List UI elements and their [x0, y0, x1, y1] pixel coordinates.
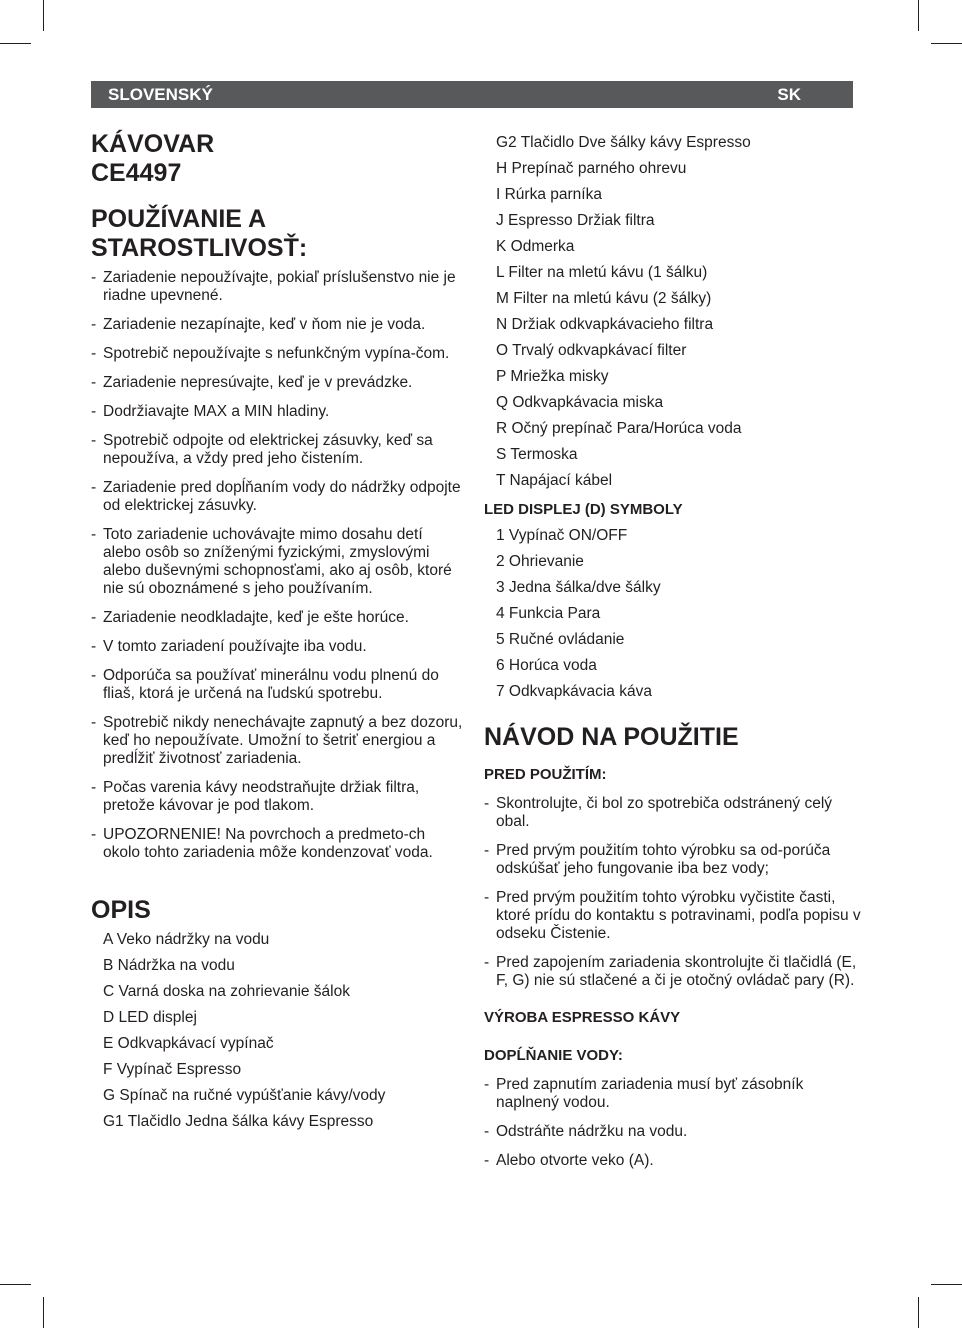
list-item: - Zariadenie pred dopĺňaním vody do nádržky odpojte od elektrickej zásuvky. [91, 479, 463, 515]
parts-item: J Espresso Držiak filtra [496, 212, 655, 229]
list-item: - Skontrolujte, či bol zo spotrebiča odstránený celý obal. [484, 795, 864, 831]
list-item: - Pred prvým použitím tohto výrobku vyčistite časti, ktoré prídu do kontaktu s potravinami, podľa popisu v odseku Čistenie. [484, 889, 864, 943]
list-item: - Odporúča sa používať minerálnu vodu plnenú do fliaš, ktorá je určená na ľudskú spotrebu. [91, 667, 463, 703]
crop-mark [931, 1284, 962, 1285]
usage-heading-line2: STAROSTLIVOSŤ: [91, 234, 308, 262]
led-item: 5 Ručné ovládanie [496, 631, 625, 648]
product-title: KÁVOVAR [91, 130, 215, 158]
parts-item: H Prepínač parného ohrevu [496, 160, 687, 177]
product-model: CE4497 [91, 159, 182, 187]
instructions-heading: NÁVOD NA POUŽITIE [484, 723, 739, 751]
list-item: - Počas varenia kávy neodstraňujte držiak filtra, pretože kávovar je pod tlakom. [91, 779, 463, 815]
parts-item: G Spínač na ručné vypúšťanie kávy/vody [103, 1087, 386, 1104]
parts-item: S Termoska [496, 446, 578, 463]
parts-item: O Trvalý odkvapkávací filter [496, 342, 687, 359]
parts-item: F Vypínač Espresso [103, 1061, 242, 1078]
spacer [91, 873, 463, 896]
before-use-heading: PRED POUŽITÍM: [484, 766, 607, 783]
led-item: 2 Ohrievanie [496, 553, 584, 570]
crop-mark [918, 1297, 919, 1328]
list-item: - Pred zapnutím zariadenia musí byť zásobník naplnený vodou. [484, 1076, 864, 1112]
crop-mark [0, 1284, 31, 1285]
parts-item: C Varná doska na zohrievanie šálok [103, 983, 350, 1000]
parts-item: P Mriežka misky [496, 368, 609, 385]
parts-list-continued [484, 134, 864, 498]
parts-item: K Odmerka [496, 238, 575, 255]
parts-item: B Nádržka na vodu [103, 957, 235, 974]
parts-item: E Odkvapkávací vypínač [103, 1035, 274, 1052]
led-item: 3 Jedna šálka/dve šálky [496, 579, 661, 596]
list-item: - Zariadenie nezapínajte, keď v ňom nie je voda. [91, 316, 463, 334]
usage-heading-line1: POUŽÍVANIE A [91, 205, 267, 233]
led-item: 1 Vypínač ON/OFF [496, 527, 628, 544]
crop-mark [918, 0, 919, 31]
led-heading: LED DISPLEJ (D) SYMBOLY [484, 501, 683, 518]
language-label: SLOVENSKÝ [108, 84, 213, 104]
led-symbols-list [484, 527, 864, 709]
parts-item: L Filter na mletú kávu (1 šálku) [496, 264, 708, 281]
list-item: - Spotrebič nikdy nenechávajte zapnutý a bez dozoru, keď ho nepoužívate. Umožní to šetriť energiou a predĺžiť životnosť zariadenia. [91, 714, 463, 768]
list-item: - Zariadenie neodkladajte, keď je ešte horúce. [91, 609, 463, 627]
language-header-bar [91, 81, 853, 108]
led-item: 4 Funkcia Para [496, 605, 601, 622]
list-item: - Toto zariadenie uchovávajte mimo dosahu detí alebo osôb so zníženými fyzickými, zmyslovými alebo duševnými schopnosťami, ako aj osôb, ktoré nie sú oboznámené s jeho používaním. [91, 526, 463, 598]
crop-mark [0, 43, 31, 44]
list-item: - Alebo otvorte veko (A). [484, 1152, 864, 1170]
led-item: 6 Horúca voda [496, 657, 597, 674]
parts-item: A Veko nádržky na vodu [103, 931, 270, 948]
list-item: - V tomto zariadení používajte iba vodu. [91, 638, 463, 656]
parts-item: Q Odkvapkávacia miska [496, 394, 664, 411]
list-item: - Odstráňte nádržku na vodu. [484, 1123, 864, 1141]
led-item: 7 Odkvapkávacia káva [496, 683, 652, 700]
water-list [484, 1076, 864, 1170]
espresso-heading: VÝROBA ESPRESSO KÁVY [484, 1009, 681, 1026]
crop-mark [931, 43, 962, 44]
list-item: - Dodržiavajte MAX a MIN hladiny. [91, 403, 463, 421]
list-item: - Zariadenie nepoužívajte, pokiaľ príslušenstvo nie je riadne upevnené. [91, 269, 463, 305]
before-use-list [484, 795, 864, 990]
parts-item: D LED displej [103, 1009, 197, 1026]
parts-item: I Rúrka parníka [496, 186, 602, 203]
parts-item: G1 Tlačidlo Jedna šálka kávy Espresso [103, 1113, 374, 1130]
parts-item: M Filter na mletú kávu (2 šálky) [496, 290, 712, 307]
crop-mark [43, 1297, 44, 1328]
description-heading: OPIS [91, 896, 151, 924]
spacer [91, 188, 463, 205]
list-item: - UPOZORNENIE! Na povrchoch a predmeto-ch okolo tohto zariadenia môže kondenzovať voda. [91, 826, 463, 862]
list-item: - Spotrebič nepoužívajte s nefunkčným vypína-čom. [91, 345, 463, 363]
parts-item: R Očný prepínač Para/Horúca voda [496, 420, 742, 437]
parts-list [91, 931, 463, 1139]
crop-mark [43, 0, 44, 31]
parts-item: N Držiak odkvapkávacieho filtra [496, 316, 714, 333]
usage-list [91, 269, 463, 862]
list-item: - Pred prvým použitím tohto výrobku sa od-porúča odskúšať jeho fungovanie iba bez vody; [484, 842, 864, 878]
parts-item: G2 Tlačidlo Dve šálky kávy Espresso [496, 134, 751, 151]
right-column [484, 134, 864, 1181]
left-column [91, 130, 463, 1139]
language-code: SK [777, 84, 801, 104]
list-item: - Zariadenie nepresúvajte, keď je v prevádzke. [91, 374, 463, 392]
list-item: - Pred zapojením zariadenia skontrolujte či tlačidlá (E, F, G) nie sú stlačené a či je otočný ovládač pary (R). [484, 954, 864, 990]
water-heading: DOPĹŇANIE VODY: [484, 1047, 623, 1064]
list-item: - Spotrebič odpojte od elektrickej zásuvky, keď sa nepoužíva, a vždy pred jeho čistením. [91, 432, 463, 468]
parts-item: T Napájací kábel [496, 472, 613, 489]
